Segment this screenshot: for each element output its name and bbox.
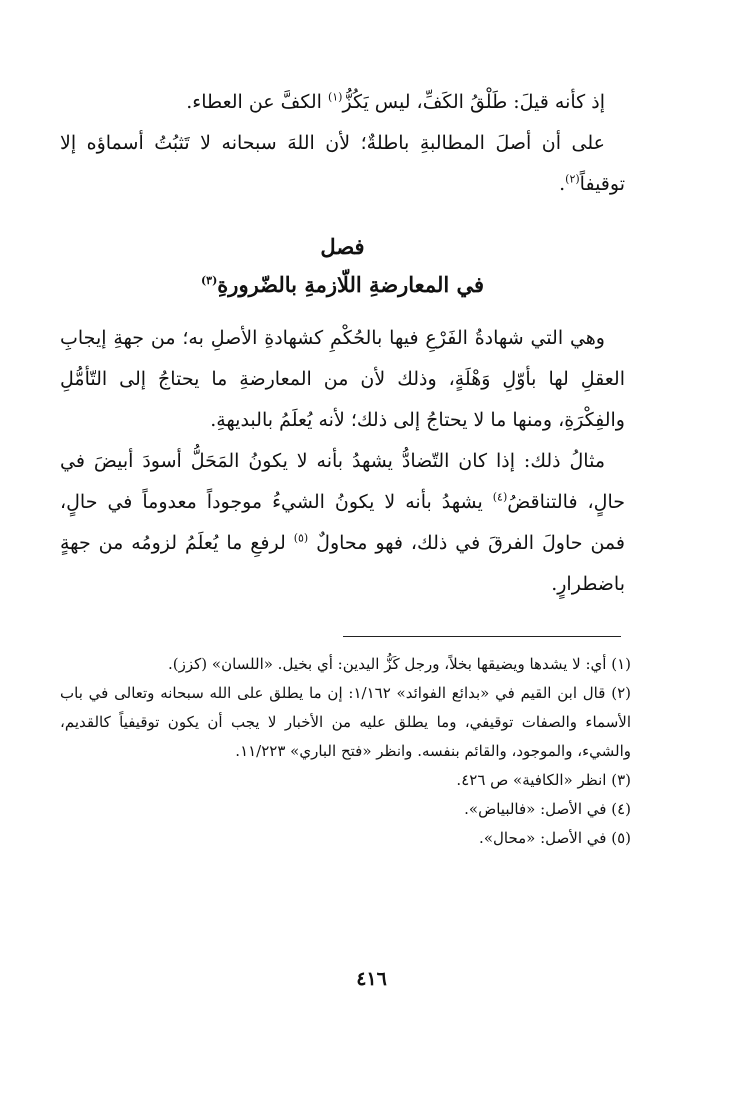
paragraph [60,123,625,205]
section-subtitle [60,266,625,304]
paragraph-text: . [559,173,566,195]
paragraph-text: يشهدُ بأنه لا يكونُ الشيءُ موجوداً معدوماً في حالٍ، فمن حاولَ الفرقَ في ذلك، فهو محاولٌ [60,491,626,554]
footnote [60,650,631,679]
footnotes [60,650,631,853]
footnote [60,766,631,795]
footnote [60,679,631,766]
footnote-reference: (٢) [565,172,580,186]
footnote-reference: (٤) [492,490,508,504]
paragraph-text: لرفعِ ما يُعلَمُ لزومُه من جهةٍ باضطرارٍ. [60,532,625,595]
paragraph-text: مثالُ ذلك: إذا كان التّضادُّ يشهدُ بأنه لا يكونُ المَحَلُّ أسودَ أبيضَ في حالٍ، فالتناقضُ [60,450,625,513]
footnote-reference: (٣) [200,274,218,287]
footnote-text: أي: لا يشدها ويضيقها بخلاً، ورجل كَزُّ اليدين: أي بخيل. «اللسان» (كزز). [167,655,607,673]
footnote-text: انظر «الكافية» ص ٤٢٦. [456,771,607,789]
section-title: فصل [320,234,365,259]
footnote-text: في الأصل: «فالبياض». [464,800,607,818]
footnote-number: (٥) [611,829,631,847]
footnote-number: (٢) [611,684,631,702]
paragraph-text: على أن أصلَ المطالبةِ باطلةٌ؛ لأن اللهَ سبحانه لا تَثبُتُ أسماؤه إلا توقيفاً [60,132,625,195]
paragraph-text: إذ كأنه قيلَ: طَلْقُ الكَفِّ، ليس يَكُزُّ [342,91,605,113]
section-heading [60,228,625,304]
paragraph: وهي التي شهادةُ الفَرْعِ فيها بالحُكْمِ كشهادةِ الأصلِ به؛ من جهةِ إيجابِ العقلِ لها بأوّلِ وَهْلَةٍ، وذلك لأن من المعارضةِ ما يحتاجُ إلى التّأمُّلِ والفِكْرَةِ، ومنها ما لا يحتاجُ إلى ذلك؛ لأنه يُعلَمُ بالبديهةِ. [60,327,625,431]
paragraph [60,82,625,123]
footnote-text: قال ابن القيم في «بدائع الفوائد» ١/١٦٢: إن ما يطلق على الله سبحانه وتعالى في باب الأسماء والصفات توقيفي، وما يطلق عليه من الأخبار لا يجب أن يكون توقيفياً كالقديم، والشيء، والموجود، والقائم بنفسه. وانظر «فتح الباري» ١١/٢٢٣. [60,684,631,760]
footnote-text: في الأصل: «محال». [479,829,607,847]
paragraph-text: الكفَّ عن العطاء. [186,91,328,113]
main-text-top [60,82,625,205]
main-text-bottom [60,318,625,605]
footnote [60,824,631,853]
footnote-reference: (١) [327,90,343,104]
paragraph [60,441,625,605]
page-number: ٤١٦ [356,968,387,990]
footnote-number: (٤) [611,800,631,818]
footnote [60,795,631,824]
footnote-reference: (٥) [293,531,309,545]
footnote-number: (٣) [611,771,631,789]
footnote-number: (١) [611,655,631,673]
section-subtitle-text: في المعارضةِ اللّازمةِ بالضّرورةِ [217,272,485,297]
footnote-separator [343,636,621,637]
